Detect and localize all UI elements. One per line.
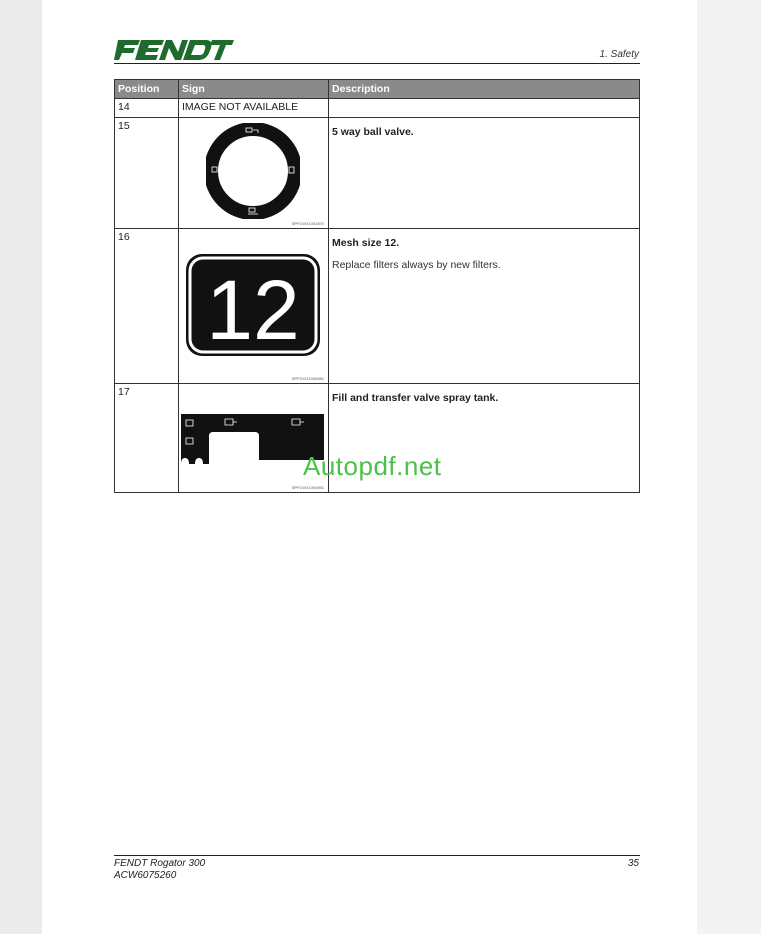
footer-divider <box>114 855 640 856</box>
sign-code: SPFGVG1004991 <box>291 485 324 490</box>
position-cell: 17 <box>115 384 179 493</box>
watermark-text: Autopdf.net <box>303 451 442 481</box>
footer-model: FENDT Rogator 300 <box>114 858 206 869</box>
sign-cell: IMAGE NOT AVAILABLE <box>179 99 329 118</box>
table-row <box>115 99 640 118</box>
description-title: Mesh size 12. <box>332 237 400 249</box>
column-header-position: Position <box>115 80 179 99</box>
ring-decal-icon <box>206 123 300 222</box>
footer-info <box>114 858 205 882</box>
page-margin <box>697 0 761 934</box>
table-row <box>115 229 640 384</box>
position-cell: 15 <box>115 118 179 229</box>
position-cell: 16 <box>115 229 179 384</box>
sign-cell <box>179 118 329 229</box>
safety-signs-table <box>114 79 640 493</box>
description-body: Replace filters always by new filters. <box>332 259 501 271</box>
description-cell <box>329 229 640 384</box>
section-title: 1. Safety <box>599 49 639 60</box>
page-number: 35 <box>627 858 639 869</box>
table-row <box>115 118 640 229</box>
sign-cell <box>179 229 329 384</box>
fendt-logo <box>114 38 234 62</box>
position-cell: 14 <box>115 99 179 118</box>
svg-text:FENDT: FENDT <box>114 38 118 39</box>
column-header-description: Description <box>329 80 640 99</box>
column-header-sign: Sign <box>179 80 329 99</box>
description-cell <box>329 118 640 229</box>
mesh-size-decal-icon <box>185 253 321 360</box>
sign-code: SPFGVG1001870 <box>291 221 324 226</box>
sign-code: SPFGVG1000081 <box>291 376 324 381</box>
description-title: 5 way ball valve. <box>332 126 414 138</box>
description-cell <box>329 99 640 118</box>
header-divider <box>114 63 640 64</box>
table-header-row <box>115 80 640 99</box>
description-title: Fill and transfer valve spray tank. <box>332 392 499 404</box>
mesh-size-number: 12 <box>206 263 300 357</box>
footer-doc-code: ACW6075260 <box>114 870 177 881</box>
